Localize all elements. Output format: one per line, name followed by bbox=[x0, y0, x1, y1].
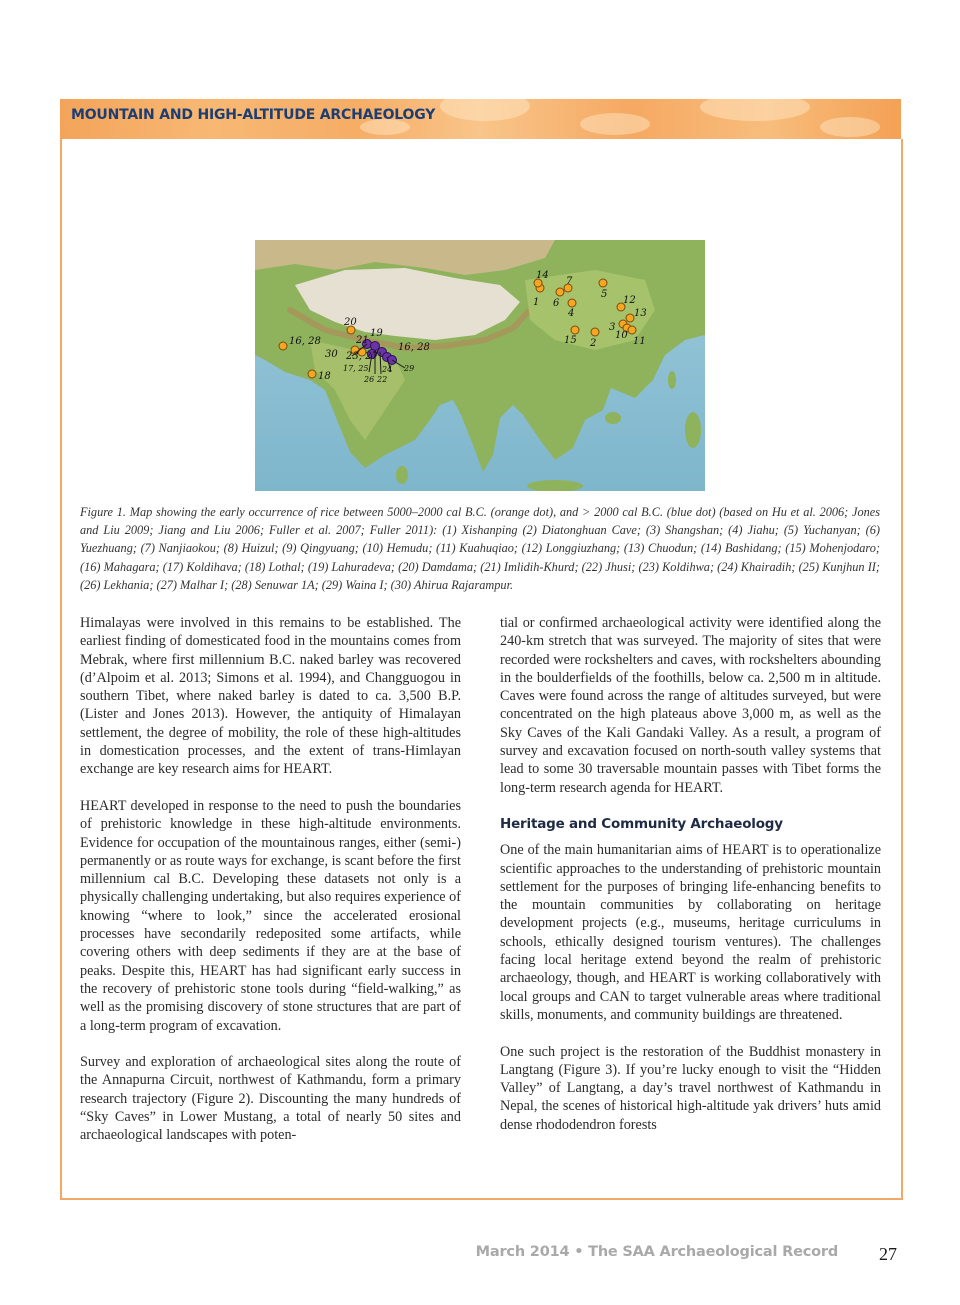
site-18 bbox=[308, 370, 316, 378]
left-paragraph-1: Himalayas were involved in this remains to be established. The earliest finding of domesticated food in the mountains comes from Mebrak, where first millennium B.C. naked barley was recovered (d’Alpoim et al. 2013; Simons et al. 1994), and Changguogou in southern Tibet, where naked barley is dated to ca. 3,500 B.P. (Lister and Jones 2013). However, the antiquity of Himalayan settlement, the degree of mobility, the role of these high-altitudes in domestication processes, and the extent of trans-Himlayan exchange are key research aims for HEART. bbox=[80, 615, 461, 778]
map-label-20: 20 bbox=[344, 317, 357, 328]
map-label-2: 2 bbox=[590, 338, 597, 349]
site-11 bbox=[628, 326, 636, 334]
site-2 bbox=[591, 328, 599, 336]
right-paragraph-2: One of the main humanitarian aims of HEART is to operationalize scientific approaches to the understanding of prehistoric mountain settlement for the purposes of bringing life-enhancing benefits to the mountain communities by collaborating on heritage development projects (e.g., museums, heritage curriculums in schools, ethically designed tourism ventures). The challenges facing local heritage extend beyond the realm of prehistoric archaeology, though, and HEART is working collaboratively with local groups and CAN to target vulnerable areas where traditional skills, monuments, and community buildings are threatened. bbox=[500, 842, 881, 1023]
map-label-16-28: 16, 28 bbox=[398, 342, 430, 353]
section-banner bbox=[60, 99, 901, 139]
map-label-22: 23, 27 bbox=[346, 351, 378, 362]
map-label-8: 14 bbox=[536, 270, 549, 281]
map-label-26: 26 bbox=[364, 375, 375, 384]
map-label-30: 30 bbox=[325, 349, 338, 360]
map-label-15: 16, 28 bbox=[289, 336, 321, 347]
site-14 bbox=[571, 326, 579, 334]
sri-lanka bbox=[396, 466, 408, 484]
site-4 bbox=[568, 299, 576, 307]
left-paragraph-2: HEART developed in response to the need to push the boundaries of prehistoric knowledge in these high-altitude environments. Evidence for occupation of the mountainous ranges, either (semi-) permanently or as route ways for exchange, is scant before the first millennium cal B.C. Developing these datasets not only is a physically challenging undertaking, but also requires experience of knowing “where to look,” since the accelerated erosional processes have secondarily redeposited some artifacts, while covering others with deep sediments if they are at the base of peaks. Despite this, HEART has had significant early success in the recovery of prehistoric stone tools during “field-walking,” as well as the promising discovery of stone structures that are part of a long-term program of excavation. bbox=[80, 797, 461, 1034]
section-title: MOUNTAIN AND HIGH-ALTITUDE ARCHAEOLOGY bbox=[71, 107, 436, 123]
map-label-14: 15 bbox=[564, 335, 577, 346]
site-5 bbox=[599, 279, 607, 287]
map-label-5: 5 bbox=[601, 289, 608, 300]
map-label-1: 1 bbox=[533, 297, 540, 308]
map-label-7: 7 bbox=[566, 276, 573, 287]
right-paragraph-3: One such project is the restoration of the Buddhist monastery in Langtang (Figure 3). If you’re lucky enough to visit the “Hidden Valley” of Langtang, a day’s travel northwest of Kathmandu in Nepal, the scenes of historical high-altitude yak drivers’ huts amid dense rhododendron forests bbox=[500, 1043, 881, 1133]
map-label-13: 13 bbox=[634, 308, 647, 319]
rice-map bbox=[255, 240, 705, 491]
map-label-19: 19 bbox=[370, 328, 383, 339]
map-label-17-25: 17, 25 bbox=[343, 364, 369, 373]
site-15 bbox=[279, 342, 287, 350]
right-column bbox=[500, 614, 881, 1134]
section-heading: Heritage and Community Archaeology bbox=[500, 815, 783, 832]
left-paragraph-3: Survey and exploration of archaeological sites along the route of the Annapurna Circuit, northwest of Kathmandu, form a primary research trajectory (Figure 2). Discounting the many hundreds of “Sky Caves” in Lower Mustang, a total of nearly 50 sites and archaeological landscapes with poten- bbox=[80, 1054, 461, 1144]
map-label-23-27: 22 bbox=[377, 375, 388, 384]
hainan bbox=[605, 412, 621, 424]
map-label-18: 18 bbox=[318, 371, 331, 382]
running-footer: March 2014 • The SAA Archaeological Record bbox=[475, 1244, 838, 1260]
map-label-24: 24 bbox=[382, 365, 393, 374]
map-label-4: 4 bbox=[568, 308, 575, 319]
map-label-29: 29 bbox=[404, 364, 415, 373]
map-label-6: 6 bbox=[553, 298, 560, 309]
page-number: 27 bbox=[879, 1244, 897, 1264]
map-label-21: 21 bbox=[356, 335, 369, 346]
map-label-12: 12 bbox=[623, 295, 636, 306]
figure-caption: Figure 1. Map showing the early occurrence of rice between 5000–2000 cal B.C. (orange dot), and > 2000 cal B.C. (blue dot) (based on Hu et al. 2006; Jones and Liu 2009; Jiang and Liu 2006; Fuller et al. 2007; Fuller 2011): (1) Xishanping (2) Diatonghuan Cave; (3) Shangshan; (4) Jiahu; (5) Yuchanyan; (6) Yuezhuang; (7) Nanjiaokou; (8) Huizul; (9) Qingyuang; (10) Hemudu; (11) Kuahuqiao; (12) Longgiuzhang; (13) Chuodun; (14) Bashidang; (15) Mohenjodaro; (16) Mahagara; (17) Koldihava; (18) Lothal; (19) Lahuradeva; (20) Damdama; (21) Imlidih-Khurd; (22) Jhusi; (23) Koldihwa; (24) Khairadih; (25) Kunjhun II; (26) Lekhania; (27) Malhar I; (28) Senuwar 1A; (29) Waina I; (30) Ahirua Rajarampur. bbox=[80, 505, 880, 592]
map-label-3: 3 bbox=[609, 322, 616, 333]
taiwan bbox=[668, 371, 676, 389]
site-6 bbox=[556, 288, 564, 296]
right-paragraph-1: tial or confirmed archaeological activity were identified along the 240-km stretch that was surveyed. The majority of sites that were recorded were rockshelters and caves, with rockshelters abounding in the boulderfields of the foothills, below ca. 2,500 m in altitude. Caves were found across the range of altitudes surveyed, but were concentrated on the high plateaus above 3,000 m, as well as the Sky Caves of the Kali Gandaki Valley. As a result, a program of survey and excavation focused on north-south valley systems that lead to some 30 traversable mountain passes with Tibet forms the long-term research agenda for HEART. bbox=[500, 615, 881, 796]
philippines bbox=[685, 412, 701, 448]
map-label-11: 11 bbox=[633, 336, 646, 347]
map-label-10: 10 bbox=[615, 330, 628, 341]
left-column bbox=[80, 614, 461, 1145]
site-13 bbox=[626, 314, 634, 322]
